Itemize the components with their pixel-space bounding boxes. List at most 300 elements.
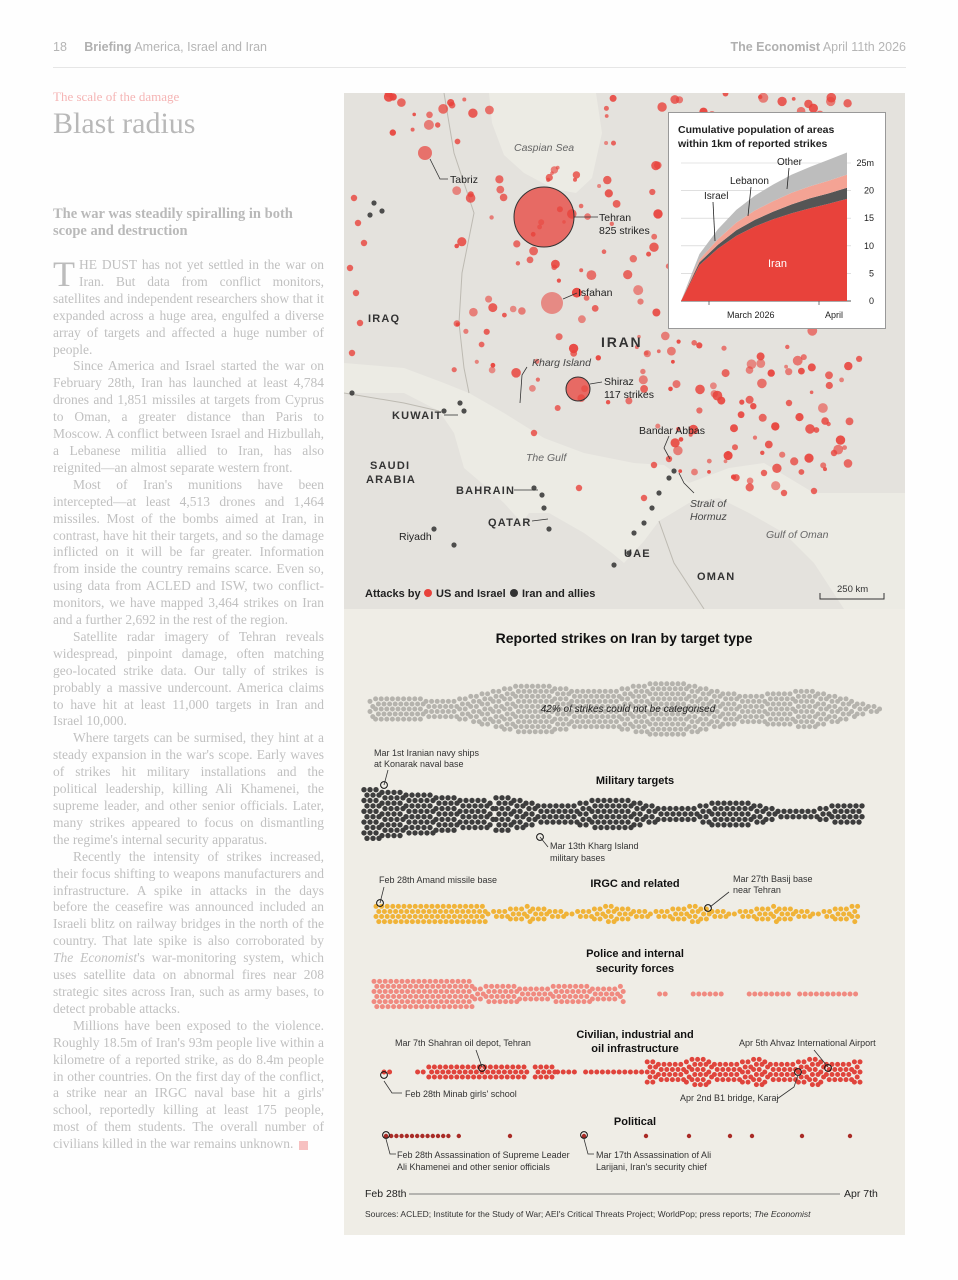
strike-dot-civil <box>746 1059 751 1064</box>
strike-dot-uncategorised <box>611 724 616 729</box>
strike-dot-uncategorised <box>390 717 395 722</box>
strike-dot-uncategorised <box>860 702 865 707</box>
strike-dot-civil <box>774 1072 779 1077</box>
strike-dot-uncategorised <box>457 696 462 701</box>
map-strike-us-israel <box>604 141 608 145</box>
map-strike-us-israel <box>777 97 786 106</box>
map-strike-us-israel <box>529 385 536 392</box>
strike-dot-uncategorised <box>832 714 837 719</box>
strike-dot-civil <box>757 1067 762 1072</box>
strike-map <box>344 93 905 609</box>
strike-dot-uncategorised <box>664 691 669 696</box>
strike-dot-police <box>769 992 774 997</box>
strike-dot-civil <box>832 1077 837 1082</box>
strike-dot-irgc <box>620 907 625 912</box>
strike-dot-irgc <box>547 909 552 914</box>
map-strike-us-israel <box>717 397 725 405</box>
strike-dot-uncategorised <box>676 732 681 737</box>
strike-dot-military <box>361 819 366 824</box>
larijani-leader <box>584 1139 594 1154</box>
strike-dot-police <box>414 994 419 999</box>
strike-dot-civil <box>639 1070 644 1075</box>
strike-dot-irgc <box>502 909 507 914</box>
strike-dot-uncategorised <box>432 714 437 719</box>
strike-dot-uncategorised <box>555 722 560 727</box>
strike-dot-uncategorised <box>480 691 485 696</box>
strike-dot-military <box>619 798 624 803</box>
strike-dot-uncategorised <box>690 689 695 694</box>
map-strike-us-israel <box>640 369 645 374</box>
strike-dot-uncategorised <box>580 689 585 694</box>
strike-dot-irgc <box>822 909 827 914</box>
strike-dot-police <box>607 987 612 992</box>
paragraph-7: Millions have been exposed to the violence. Roughly 18.5m of Iran's 93m people live within a kilometre of a reported strike, as do 8.4m people in other countries. On the first day of the conflict, a strike near an IRGC naval base hit a girls' school, reportedly killing at least 175 people, most of them students. The overall number of civilians killed in the war remains unknown. <box>53 1017 324 1152</box>
strike-dot-uncategorised <box>606 724 611 729</box>
strike-dot-uncategorised <box>530 724 535 729</box>
strike-dot-uncategorised <box>519 724 524 729</box>
strike-dot-uncategorised <box>799 699 804 704</box>
strike-dot-civil <box>723 1062 728 1067</box>
strike-dot-military <box>577 801 582 806</box>
strike-dot-civil <box>743 1075 748 1080</box>
inset-y-tick: 5 <box>868 268 874 279</box>
strike-dot-irgc <box>413 904 418 909</box>
strike-dot-uncategorised <box>729 717 734 722</box>
strike-dot-police <box>831 992 836 997</box>
map-strike-us-israel <box>602 249 607 254</box>
strike-dot-irgc <box>598 907 603 912</box>
strike-dot-military <box>523 801 528 806</box>
strike-dot-irgc <box>640 914 645 919</box>
strike-dot-uncategorised <box>373 717 378 722</box>
strike-dot-uncategorised <box>670 732 675 737</box>
strike-dot-civil <box>538 1065 543 1070</box>
inset-y-ticks <box>856 158 874 306</box>
strike-dot-civil <box>762 1059 767 1064</box>
strike-dot-military <box>496 811 501 816</box>
drop-cap: T <box>53 254 75 294</box>
strike-dot-military <box>502 801 507 806</box>
strike-dot-civil <box>541 1070 546 1075</box>
strike-dot-military <box>688 811 693 816</box>
strike-dot-irgc <box>486 912 491 917</box>
strike-dot-police <box>517 987 522 992</box>
strike-dot-civil <box>662 1062 667 1067</box>
strike-dot-political <box>410 1134 414 1138</box>
strike-dot-uncategorised <box>527 699 532 704</box>
strike-dot-military <box>751 814 756 819</box>
strike-dot-uncategorised <box>776 691 781 696</box>
strike-dot-police <box>618 994 623 999</box>
strike-dot-military <box>391 790 396 795</box>
inset-y-tick: 0 <box>868 296 874 306</box>
strike-dot-uncategorised <box>782 702 787 707</box>
map-strike-us-israel <box>671 360 675 364</box>
strike-dot-military <box>424 819 429 824</box>
strike-dot-military <box>565 814 570 819</box>
strike-dot-political <box>441 1134 445 1138</box>
strike-dot-uncategorised <box>793 699 798 704</box>
map-strike-us-israel <box>452 367 457 372</box>
paragraph-2: Since America and Israel started the war on February 28th, Iran has launched at least 4,784 drones and 1,851 missiles at targets from Cyprus to Oman, a greater distance than Paris to Moscow. A conflict between Israel and Hizbullah, a Lebanese militia allied to Iran, has also reignited—an almost separate western front. <box>53 358 324 475</box>
strike-dot-military <box>565 803 570 808</box>
strike-dot-police <box>568 984 573 989</box>
strike-dot-military <box>568 819 573 824</box>
strike-dot-uncategorised <box>575 719 580 724</box>
strike-dot-military <box>394 828 399 833</box>
strike-dot-irgc <box>530 917 535 922</box>
strike-dot-police <box>458 994 463 999</box>
strike-dot-uncategorised <box>482 696 487 701</box>
map-strike-us-israel <box>485 296 492 303</box>
map-strike-us-israel <box>592 305 599 312</box>
strike-dot-military <box>361 798 366 803</box>
map-strike-us-israel <box>469 308 478 317</box>
map-strike-us-israel <box>489 367 496 374</box>
map-strike-us-israel <box>761 470 767 476</box>
strike-dot-uncategorised <box>594 694 599 699</box>
strike-dot-civil <box>734 1072 739 1077</box>
map-strike-iran-allies <box>631 530 636 535</box>
strike-dot-military <box>784 814 789 819</box>
strike-dot-irgc <box>500 914 505 919</box>
strike-dot-uncategorised <box>552 717 557 722</box>
strike-dot-irgc <box>710 909 715 914</box>
strike-dot-civil <box>810 1072 815 1077</box>
strike-dot-military <box>472 814 477 819</box>
map-strike-iran-allies <box>611 562 616 567</box>
strike-dot-police <box>456 999 461 1004</box>
map-strike-us-israel <box>785 368 792 375</box>
strike-dot-police <box>442 994 447 999</box>
strike-dot-military <box>856 809 861 814</box>
strike-dot-police <box>422 999 427 1004</box>
strike-dot-uncategorised <box>723 696 728 701</box>
strike-dot-military <box>499 817 504 822</box>
label-kuwait: KUWAIT <box>392 410 443 422</box>
strike-dot-irgc <box>592 907 597 912</box>
strike-dot-civil <box>544 1065 549 1070</box>
strike-dot-irgc <box>388 909 393 914</box>
strike-dot-police <box>820 992 825 997</box>
strike-dot-uncategorised <box>552 727 557 732</box>
strike-dot-uncategorised <box>664 681 669 686</box>
strike-dot-civil <box>460 1065 465 1070</box>
strike-dot-police <box>540 987 545 992</box>
strike-dot-military <box>637 811 642 816</box>
strike-dot-police <box>400 999 405 1004</box>
map-strike-us-israel <box>739 400 744 405</box>
strike-dot-uncategorised <box>740 709 745 714</box>
map-strike-us-israel <box>661 332 670 341</box>
map-strike-us-israel <box>653 209 662 218</box>
strike-dot-civil <box>659 1067 664 1072</box>
strike-dot-uncategorised <box>754 714 759 719</box>
strike-dot-irgc <box>374 914 379 919</box>
strike-dot-uncategorised <box>516 729 521 734</box>
strike-dot-uncategorised <box>536 724 541 729</box>
strike-dot-military <box>778 814 783 819</box>
strike-dot-uncategorised <box>379 707 384 712</box>
strike-dot-military <box>460 814 465 819</box>
strike-dot-irgc <box>698 907 703 912</box>
strike-dot-police <box>570 989 575 994</box>
strike-dot-uncategorised <box>460 712 465 717</box>
map-strike-us-israel <box>757 379 767 389</box>
strike-dot-irgc <box>760 907 765 912</box>
strike-dot-uncategorised <box>740 699 745 704</box>
strike-dot-police <box>478 997 483 1002</box>
strike-dot-uncategorised <box>830 719 835 724</box>
strike-dot-civil <box>387 1070 392 1075</box>
strike-dot-uncategorised <box>396 707 401 712</box>
map-strike-us-israel <box>438 104 448 114</box>
strike-dot-uncategorised <box>547 684 552 689</box>
strike-dot-military <box>457 809 462 814</box>
strike-dot-uncategorised <box>513 714 518 719</box>
strike-dot-political <box>848 1134 852 1138</box>
strike-dot-civil <box>692 1072 697 1077</box>
strike-dot-police <box>383 999 388 1004</box>
strike-dot-irgc <box>474 904 479 909</box>
strike-dot-military <box>445 828 450 833</box>
strike-dot-military <box>670 811 675 816</box>
strike-dot-military <box>439 795 444 800</box>
strike-dot-police <box>604 992 609 997</box>
strike-dot-police <box>545 987 550 992</box>
strike-dot-uncategorised <box>687 724 692 729</box>
strike-dot-police <box>461 999 466 1004</box>
strike-dot-uncategorised <box>541 694 546 699</box>
strike-dot-military <box>547 803 552 808</box>
strike-dot-irgc <box>682 917 687 922</box>
strike-dot-uncategorised <box>827 704 832 709</box>
strike-dot-military <box>718 817 723 822</box>
strike-dot-civil <box>432 1075 437 1080</box>
strike-dot-military <box>367 819 372 824</box>
strike-dot-military <box>421 792 426 797</box>
strike-dot-uncategorised <box>796 704 801 709</box>
strike-dot-civil <box>726 1067 731 1072</box>
strike-dot-uncategorised <box>650 686 655 691</box>
strike-dot-uncategorised <box>505 712 510 717</box>
map-strike-iran-allies <box>656 490 661 495</box>
strike-dot-civil <box>701 1057 706 1062</box>
strike-dot-uncategorised <box>519 714 524 719</box>
strike-dot-military <box>463 819 468 824</box>
strike-dot-police <box>570 999 575 1004</box>
strike-dot-police <box>447 994 452 999</box>
strike-dot-irgc <box>556 914 561 919</box>
strike-dot-military <box>655 806 660 811</box>
strike-dot-uncategorised <box>676 691 681 696</box>
strike-dot-police <box>590 997 595 1002</box>
map-strike-us-israel <box>721 346 726 351</box>
strike-dot-military <box>499 795 504 800</box>
strike-dot-police <box>562 994 567 999</box>
strike-dot-uncategorised <box>530 694 535 699</box>
strike-dot-police <box>374 1004 379 1009</box>
strike-dot-civil <box>485 1070 490 1075</box>
strike-dot-uncategorised <box>530 684 535 689</box>
strike-dot-civil <box>802 1080 807 1085</box>
strike-dot-uncategorised <box>524 704 529 709</box>
strike-dot-police <box>579 984 584 989</box>
strike-dot-uncategorised <box>639 689 644 694</box>
strike-dot-irgc <box>841 912 846 917</box>
strike-dot-police <box>786 992 791 997</box>
strike-dot-military <box>724 817 729 822</box>
strike-dot-military <box>493 806 498 811</box>
annotation-konarak-1: Mar 1st Iranian navy ships <box>374 748 480 758</box>
strike-dot-police <box>495 984 500 989</box>
strike-dot-military <box>481 819 486 824</box>
strike-dot-military <box>718 806 723 811</box>
map-strike-us-israel <box>649 243 658 252</box>
strike-dot-irgc <box>704 917 709 922</box>
strike-dot-irgc <box>802 914 807 919</box>
strike-dot-uncategorised <box>424 699 429 704</box>
strike-dot-military <box>475 819 480 824</box>
label-isfahan: Isfahan <box>578 287 613 299</box>
strike-dot-uncategorised <box>768 717 773 722</box>
strike-dot-uncategorised <box>743 714 748 719</box>
map-strike-us-israel <box>738 411 745 418</box>
map-strike-us-israel <box>357 320 363 326</box>
strike-dot-military <box>394 817 399 822</box>
strike-dot-civil <box>782 1077 787 1082</box>
strike-dot-military <box>457 798 462 803</box>
strike-dot-uncategorised <box>667 696 672 701</box>
strike-dot-irgc <box>766 917 771 922</box>
strike-dot-civil <box>692 1082 697 1087</box>
strike-dot-uncategorised <box>594 724 599 729</box>
strike-dot-military <box>493 795 498 800</box>
strike-dot-military <box>616 803 621 808</box>
map-strike-us-israel <box>804 454 813 463</box>
strike-dot-uncategorised <box>810 689 815 694</box>
strike-dot-irgc <box>418 904 423 909</box>
strike-dot-uncategorised <box>396 717 401 722</box>
strike-dot-military <box>409 814 414 819</box>
strike-dot-irgc <box>474 914 479 919</box>
label-bandar-abbas: Bandar Abbas <box>639 425 705 437</box>
strike-dot-military <box>427 792 432 797</box>
strike-dot-police <box>489 984 494 989</box>
strike-dot-uncategorised <box>429 699 434 704</box>
map-strike-us-israel <box>353 290 359 296</box>
strike-dot-irgc <box>449 919 454 924</box>
annotation-amand: Feb 28th Amand missile base <box>379 875 498 885</box>
strike-dot-civil <box>566 1070 571 1075</box>
khamenei-leader <box>386 1139 396 1154</box>
strike-dot-police <box>601 997 606 1002</box>
strike-dot-uncategorised <box>673 727 678 732</box>
strike-dot-police <box>444 979 449 984</box>
strike-dot-irgc <box>452 904 457 909</box>
strike-dot-uncategorised <box>480 722 485 727</box>
strike-dot-uncategorised <box>449 714 454 719</box>
strike-dot-military <box>607 819 612 824</box>
map-strike-us-israel <box>651 462 657 468</box>
strike-dot-civil <box>732 1077 737 1082</box>
strike-dot-uncategorised <box>533 709 538 714</box>
strike-dot-police <box>612 987 617 992</box>
strike-dot-uncategorised <box>443 704 448 709</box>
strike-dot-uncategorised <box>569 689 574 694</box>
map-strike-us-israel <box>695 385 705 395</box>
strike-dot-civil <box>432 1065 437 1070</box>
strike-dot-military <box>769 817 774 822</box>
map-strike-iran-allies <box>349 390 354 395</box>
strike-dot-military <box>808 814 813 819</box>
strike-dot-irgc <box>626 907 631 912</box>
strike-dot-irgc <box>393 909 398 914</box>
map-strike-us-israel <box>753 436 757 440</box>
strike-dot-irgc <box>570 912 575 917</box>
strike-dot-police <box>436 984 441 989</box>
strike-dot-military <box>700 819 705 824</box>
strike-dot-civil <box>474 1070 479 1075</box>
strike-dot-uncategorised <box>818 696 823 701</box>
strike-dot-police <box>503 999 508 1004</box>
strike-dot-military <box>658 811 663 816</box>
strike-dot-irgc <box>536 907 541 912</box>
strike-dot-military <box>418 830 423 835</box>
strike-dot-military <box>412 819 417 824</box>
strike-dot-civil <box>502 1070 507 1075</box>
strike-dot-irgc <box>536 917 541 922</box>
strike-dot-uncategorised <box>561 691 566 696</box>
strike-dot-military <box>451 817 456 822</box>
strike-dot-civil <box>810 1062 815 1067</box>
strike-dot-uncategorised <box>468 694 473 699</box>
strike-dot-uncategorised <box>513 704 518 709</box>
category-police-1: Police and internal <box>586 948 684 960</box>
strike-dot-uncategorised <box>844 696 849 701</box>
strike-dot-uncategorised <box>662 696 667 701</box>
annotation-ahvaz: Apr 5th Ahvaz International Airport <box>739 1038 876 1048</box>
strike-dot-irgc <box>634 914 639 919</box>
strike-dot-irgc <box>418 914 423 919</box>
strike-dot-irgc <box>455 909 460 914</box>
strike-dot-uncategorised <box>877 707 882 712</box>
strike-dot-uncategorised <box>830 699 835 704</box>
label-caspian-sea: Caspian Sea <box>514 142 575 154</box>
strike-dot-uncategorised <box>653 722 658 727</box>
strike-dot-irgc <box>656 914 661 919</box>
strike-dot-police <box>814 992 819 997</box>
strike-dot-military <box>850 819 855 824</box>
strike-dot-irgc <box>525 904 530 909</box>
strike-dot-police <box>517 997 522 1002</box>
strike-dot-uncategorised <box>541 684 546 689</box>
strike-dot-police <box>422 979 427 984</box>
strike-dot-police <box>436 1004 441 1009</box>
strike-dot-irgc <box>631 909 636 914</box>
strike-dot-military <box>637 822 642 827</box>
strike-dot-military <box>505 817 510 822</box>
strike-dot-military <box>592 803 597 808</box>
strike-dot-uncategorised <box>407 696 412 701</box>
strike-dot-uncategorised <box>818 717 823 722</box>
strike-dot-civil <box>435 1070 440 1075</box>
strike-dot-uncategorised <box>681 681 686 686</box>
strike-dot-police <box>374 984 379 989</box>
strike-dot-uncategorised <box>544 689 549 694</box>
strike-dot-uncategorised <box>522 699 527 704</box>
annotation-shahran: Mar 7th Shahran oil depot, Tehran <box>395 1038 531 1048</box>
